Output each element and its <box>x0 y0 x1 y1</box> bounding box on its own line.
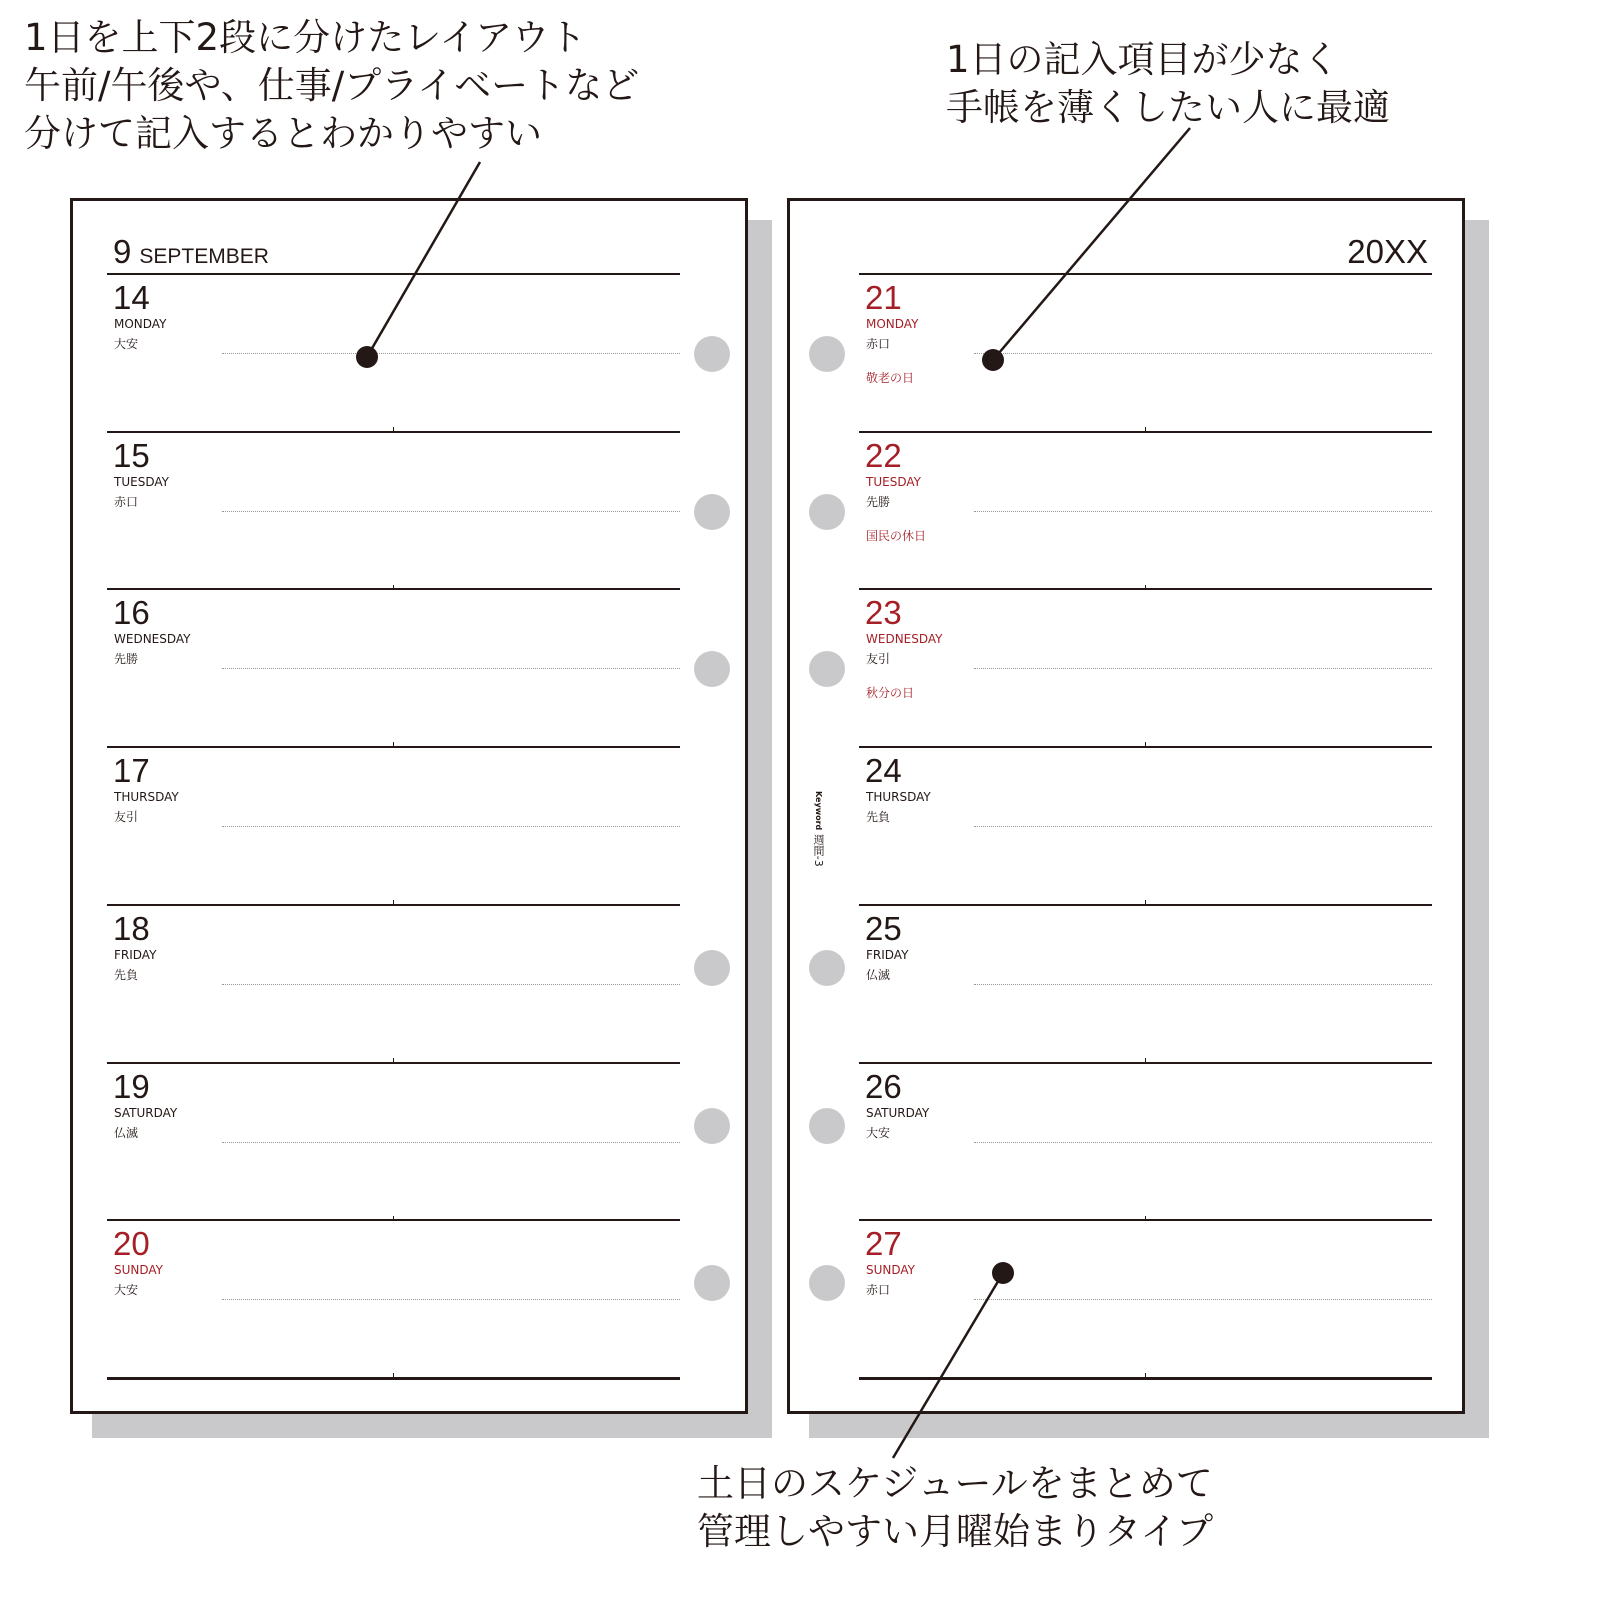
day-of-week: MONDAY <box>866 317 919 331</box>
day-number: 26 <box>865 1067 902 1105</box>
rokuyo: 友引 <box>114 810 139 825</box>
day-of-week: SUNDAY <box>114 1263 164 1278</box>
holiday-name: 敬老の日 <box>866 371 915 385</box>
rokuyo: 赤口 <box>866 337 891 351</box>
day-number: 16 <box>113 594 150 632</box>
rokuyo: 大安 <box>114 337 139 351</box>
rokuyo: 先負 <box>114 967 139 982</box>
day-number: 23 <box>865 594 902 632</box>
rokuyo: 仏滅 <box>114 1125 139 1140</box>
day-number: 20 <box>113 1225 150 1263</box>
callout-dot <box>982 349 1004 371</box>
keyword-title: Keyword <box>814 791 823 831</box>
rokuyo: 仏滅 <box>866 967 891 982</box>
day-number: 18 <box>113 909 150 947</box>
day-of-week: SATURDAY <box>866 1105 930 1120</box>
holiday-name: 秋分の日 <box>866 686 915 701</box>
keyword-value: 週間-3 <box>812 833 825 867</box>
day-number: 17 <box>113 752 150 790</box>
rokuyo: 友引 <box>866 652 891 667</box>
callout-dot <box>992 1262 1014 1284</box>
callout-line <box>893 1273 1003 1458</box>
day-number: 21 <box>865 279 902 316</box>
callout-top-left: 1日を上下2段に分けたレイアウト 午前/午後や、仕事/プライベートなど 分けて記入するとわかりやすい <box>24 16 640 155</box>
day-of-week: SATURDAY <box>114 1105 178 1120</box>
rokuyo: 赤口 <box>114 494 139 509</box>
day-of-week: FRIDAY <box>114 947 157 962</box>
day-of-week: WEDNESDAY <box>114 632 191 647</box>
day-number: 14 <box>113 279 150 316</box>
day-number: 24 <box>865 752 902 790</box>
callout-bottom: 土日のスケジュールをまとめて 管理しやすい月曜始まりタイプ <box>697 1462 1214 1553</box>
day-number: 19 <box>113 1067 150 1105</box>
day-of-week: THURSDAY <box>866 790 931 805</box>
holiday-name: 国民の休日 <box>866 528 927 543</box>
day-of-week: FRIDAY <box>866 947 909 962</box>
day-of-week: MONDAY <box>114 317 167 331</box>
day-number: 22 <box>865 436 902 474</box>
day-number: 25 <box>865 909 902 947</box>
day-of-week: TUESDAY <box>114 474 169 489</box>
rokuyo: 大安 <box>114 1283 139 1298</box>
callout-line <box>993 128 1190 360</box>
rokuyo: 先勝 <box>866 494 891 509</box>
day-number: 27 <box>865 1225 902 1263</box>
rokuyo: 大安 <box>866 1125 891 1140</box>
year-label: 20XX <box>1347 233 1428 270</box>
day-of-week: THURSDAY <box>114 790 179 805</box>
rokuyo: 赤口 <box>866 1283 891 1298</box>
callout-top-right: 1日の記入項目が少なく 手帳を薄くしたい人に最適 <box>946 38 1390 129</box>
day-of-week: WEDNESDAY <box>866 632 943 647</box>
callout-dot <box>356 346 378 368</box>
month-number: 9 <box>113 233 132 270</box>
rokuyo: 先勝 <box>114 652 139 667</box>
month-name: SEPTEMBER <box>139 245 269 268</box>
rokuyo: 先負 <box>866 810 891 825</box>
day-of-week: SUNDAY <box>866 1263 916 1278</box>
day-number: 15 <box>113 436 150 474</box>
day-of-week: TUESDAY <box>866 474 921 489</box>
callout-line <box>367 162 480 357</box>
